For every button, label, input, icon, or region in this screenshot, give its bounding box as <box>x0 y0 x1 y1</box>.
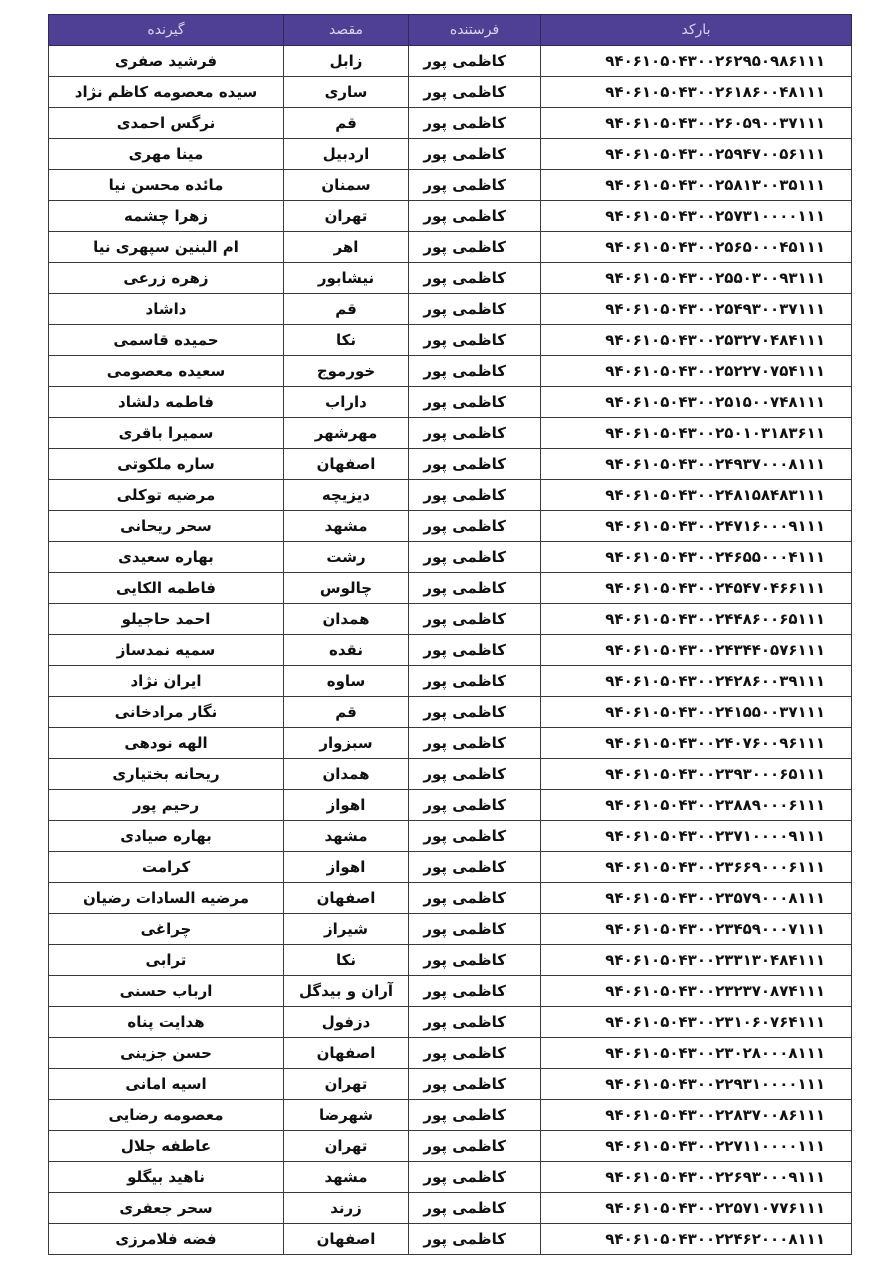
barcode-cell: ۹۴۰۶۱۰۵۰۴۳۰۰۲۵۲۲۷۰۷۵۴۱۱۱ <box>541 356 852 387</box>
header-receiver: گیرنده <box>49 15 284 46</box>
destination-cell: تهران <box>284 1131 409 1162</box>
destination-cell: اردبیل <box>284 139 409 170</box>
receiver-cell: هدایت پناه <box>49 1007 284 1038</box>
receiver-cell: کرامت <box>49 852 284 883</box>
barcode-cell: ۹۴۰۶۱۰۵۰۴۳۰۰۲۲۹۳۱۰۰۰۰۱۱۱ <box>541 1069 852 1100</box>
destination-cell: همدان <box>284 604 409 635</box>
receiver-cell: نرگس احمدی <box>49 108 284 139</box>
sender-cell: کاظمی پور <box>409 1038 541 1069</box>
table-row <box>49 1007 852 1038</box>
destination-cell: اصفهان <box>284 1038 409 1069</box>
barcode-cell: ۹۴۰۶۱۰۵۰۴۳۰۰۲۴۵۴۷۰۴۶۶۱۱۱ <box>541 573 852 604</box>
sender-cell: کاظمی پور <box>409 1224 541 1255</box>
destination-cell: دیزیچه <box>284 480 409 511</box>
destination-cell: اصفهان <box>284 883 409 914</box>
barcode-cell: ۹۴۰۶۱۰۵۰۴۳۰۰۲۶۲۹۵۰۹۸۶۱۱۱ <box>541 46 852 77</box>
destination-cell: رشت <box>284 542 409 573</box>
table-row <box>49 728 852 759</box>
destination-cell: دزفول <box>284 1007 409 1038</box>
destination-cell: قم <box>284 294 409 325</box>
destination-cell: اهر <box>284 232 409 263</box>
sender-cell: کاظمی پور <box>409 666 541 697</box>
barcode-cell: ۹۴۰۶۱۰۵۰۴۳۰۰۲۴۰۷۶۰۰۹۶۱۱۱ <box>541 728 852 759</box>
sender-cell: کاظمی پور <box>409 604 541 635</box>
receiver-cell: حمیده قاسمی <box>49 325 284 356</box>
table-row <box>49 1193 852 1224</box>
table-row <box>49 387 852 418</box>
sender-cell: کاظمی پور <box>409 976 541 1007</box>
table-row <box>49 480 852 511</box>
sender-cell: کاظمی پور <box>409 418 541 449</box>
receiver-cell: مرضیه السادات رضیان <box>49 883 284 914</box>
destination-cell: خورموج <box>284 356 409 387</box>
receiver-cell: ام البنین سپهری نیا <box>49 232 284 263</box>
table-row <box>49 914 852 945</box>
receiver-cell: چراغی <box>49 914 284 945</box>
sender-cell: کاظمی پور <box>409 46 541 77</box>
destination-cell: شیراز <box>284 914 409 945</box>
barcode-cell: ۹۴۰۶۱۰۵۰۴۳۰۰۲۳۵۷۹۰۰۰۸۱۱۱ <box>541 883 852 914</box>
barcode-cell: ۹۴۰۶۱۰۵۰۴۳۰۰۲۶۱۸۶۰۰۴۸۱۱۱ <box>541 77 852 108</box>
barcode-cell: ۹۴۰۶۱۰۵۰۴۳۰۰۲۵۴۹۳۰۰۳۷۱۱۱ <box>541 294 852 325</box>
sender-cell: کاظمی پور <box>409 945 541 976</box>
barcode-cell: ۹۴۰۶۱۰۵۰۴۳۰۰۲۴۱۵۵۰۰۳۷۱۱۱ <box>541 697 852 728</box>
header-sender: فرستنده <box>409 15 541 46</box>
receiver-cell: اسیه امانی <box>49 1069 284 1100</box>
receiver-cell: مرضیه توکلی <box>49 480 284 511</box>
barcode-cell: ۹۴۰۶۱۰۵۰۴۳۰۰۲۳۶۶۹۰۰۰۶۱۱۱ <box>541 852 852 883</box>
table-row <box>49 1069 852 1100</box>
barcode-cell: ۹۴۰۶۱۰۵۰۴۳۰۰۲۵۸۱۳۰۰۳۵۱۱۱ <box>541 170 852 201</box>
sender-cell: کاظمی پور <box>409 232 541 263</box>
sender-cell: کاظمی پور <box>409 139 541 170</box>
destination-cell: ساوه <box>284 666 409 697</box>
receiver-cell: سمیه نمدساز <box>49 635 284 666</box>
table-row <box>49 77 852 108</box>
sender-cell: کاظمی پور <box>409 511 541 542</box>
destination-cell: تهران <box>284 201 409 232</box>
barcode-cell: ۹۴۰۶۱۰۵۰۴۳۰۰۲۲۸۳۷۰۰۸۶۱۱۱ <box>541 1100 852 1131</box>
receiver-cell: بهاره سعیدی <box>49 542 284 573</box>
table-row <box>49 263 852 294</box>
barcode-cell: ۹۴۰۶۱۰۵۰۴۳۰۰۲۵۹۴۷۰۰۵۶۱۱۱ <box>541 139 852 170</box>
table-row <box>49 294 852 325</box>
barcode-cell: ۹۴۰۶۱۰۵۰۴۳۰۰۲۴۸۱۵۸۴۸۳۱۱۱ <box>541 480 852 511</box>
receiver-cell: فرشید صفری <box>49 46 284 77</box>
sender-cell: کاظمی پور <box>409 635 541 666</box>
receiver-cell: حسن جزینی <box>49 1038 284 1069</box>
sender-cell: کاظمی پور <box>409 883 541 914</box>
sender-cell: کاظمی پور <box>409 790 541 821</box>
sender-cell: کاظمی پور <box>409 1193 541 1224</box>
barcode-cell: ۹۴۰۶۱۰۵۰۴۳۰۰۲۴۶۵۵۰۰۰۴۱۱۱ <box>541 542 852 573</box>
destination-cell: اصفهان <box>284 449 409 480</box>
receiver-cell: ناهید بیگلو <box>49 1162 284 1193</box>
barcode-cell: ۹۴۰۶۱۰۵۰۴۳۰۰۲۴۷۱۶۰۰۰۹۱۱۱ <box>541 511 852 542</box>
barcode-cell: ۹۴۰۶۱۰۵۰۴۳۰۰۲۵۵۰۳۰۰۹۳۱۱۱ <box>541 263 852 294</box>
destination-cell: سبزوار <box>284 728 409 759</box>
sender-cell: کاظمی پور <box>409 325 541 356</box>
barcode-cell: ۹۴۰۶۱۰۵۰۴۳۰۰۲۳۸۸۹۰۰۰۶۱۱۱ <box>541 790 852 821</box>
receiver-cell: رحیم پور <box>49 790 284 821</box>
sender-cell: کاظمی پور <box>409 821 541 852</box>
table-row <box>49 883 852 914</box>
receiver-cell: ترابی <box>49 945 284 976</box>
barcode-cell: ۹۴۰۶۱۰۵۰۴۳۰۰۲۳۷۱۰۰۰۰۹۱۱۱ <box>541 821 852 852</box>
barcode-cell: ۹۴۰۶۱۰۵۰۴۳۰۰۲۵۳۲۷۰۴۸۴۱۱۱ <box>541 325 852 356</box>
barcode-cell: ۹۴۰۶۱۰۵۰۴۳۰۰۲۴۴۸۶۰۰۶۵۱۱۱ <box>541 604 852 635</box>
table-row <box>49 976 852 1007</box>
table-row <box>49 108 852 139</box>
receiver-cell: سمیرا باقری <box>49 418 284 449</box>
receiver-cell: سعیده معصومی <box>49 356 284 387</box>
barcode-cell: ۹۴۰۶۱۰۵۰۴۳۰۰۲۶۰۵۹۰۰۳۷۱۱۱ <box>541 108 852 139</box>
table-row <box>49 46 852 77</box>
table-row <box>49 542 852 573</box>
table-row <box>49 1100 852 1131</box>
table-row <box>49 697 852 728</box>
sender-cell: کاظمی پور <box>409 1100 541 1131</box>
destination-cell: نکا <box>284 945 409 976</box>
table-row <box>49 449 852 480</box>
barcode-cell: ۹۴۰۶۱۰۵۰۴۳۰۰۲۲۵۷۱۰۷۷۶۱۱۱ <box>541 1193 852 1224</box>
barcode-cell: ۹۴۰۶۱۰۵۰۴۳۰۰۲۳۳۱۳۰۴۸۴۱۱۱ <box>541 945 852 976</box>
sender-cell: کاظمی پور <box>409 201 541 232</box>
table-row <box>49 139 852 170</box>
receiver-cell: زهرا چشمه <box>49 201 284 232</box>
table-row <box>49 511 852 542</box>
destination-cell: زرند <box>284 1193 409 1224</box>
barcode-cell: ۹۴۰۶۱۰۵۰۴۳۰۰۲۲۴۶۲۰۰۰۸۱۱۱ <box>541 1224 852 1255</box>
shipment-sheet <box>48 14 851 1255</box>
sender-cell: کاظمی پور <box>409 573 541 604</box>
receiver-cell: ایران نژاد <box>49 666 284 697</box>
sender-cell: کاظمی پور <box>409 1007 541 1038</box>
table-row <box>49 356 852 387</box>
receiver-cell: زهره زرعی <box>49 263 284 294</box>
barcode-cell: ۹۴۰۶۱۰۵۰۴۳۰۰۲۵۷۳۱۰۰۰۰۱۱۱ <box>541 201 852 232</box>
barcode-cell: ۹۴۰۶۱۰۵۰۴۳۰۰۲۴۹۳۷۰۰۰۸۱۱۱ <box>541 449 852 480</box>
header-row <box>49 15 852 46</box>
receiver-cell: ارباب حسنی <box>49 976 284 1007</box>
table-row <box>49 232 852 263</box>
destination-cell: زابل <box>284 46 409 77</box>
sender-cell: کاظمی پور <box>409 480 541 511</box>
receiver-cell: ساره ملکوتی <box>49 449 284 480</box>
receiver-cell: سحر ریحانی <box>49 511 284 542</box>
destination-cell: ساری <box>284 77 409 108</box>
table-row <box>49 790 852 821</box>
sender-cell: کاظمی پور <box>409 449 541 480</box>
barcode-cell: ۹۴۰۶۱۰۵۰۴۳۰۰۲۴۲۸۶۰۰۳۹۱۱۱ <box>541 666 852 697</box>
table-body <box>49 46 852 1255</box>
table-row <box>49 325 852 356</box>
receiver-cell: سیده معصومه کاظم نژاد <box>49 77 284 108</box>
sender-cell: کاظمی پور <box>409 697 541 728</box>
receiver-cell: سحر جعفری <box>49 1193 284 1224</box>
table-row <box>49 1162 852 1193</box>
destination-cell: اهواز <box>284 790 409 821</box>
header-barcode: بارکد <box>541 15 852 46</box>
receiver-cell: بهاره صیادی <box>49 821 284 852</box>
destination-cell: نیشابور <box>284 263 409 294</box>
table-row <box>49 852 852 883</box>
destination-cell: همدان <box>284 759 409 790</box>
receiver-cell: مینا مهری <box>49 139 284 170</box>
sender-cell: کاظمی پور <box>409 263 541 294</box>
destination-cell: آران و بیدگل <box>284 976 409 1007</box>
table-row <box>49 666 852 697</box>
barcode-cell: ۹۴۰۶۱۰۵۰۴۳۰۰۲۵۱۵۰۰۷۴۸۱۱۱ <box>541 387 852 418</box>
table-row <box>49 170 852 201</box>
destination-cell: نقده <box>284 635 409 666</box>
destination-cell: تهران <box>284 1069 409 1100</box>
table-row <box>49 604 852 635</box>
barcode-cell: ۹۴۰۶۱۰۵۰۴۳۰۰۲۳۰۲۸۰۰۰۸۱۱۱ <box>541 1038 852 1069</box>
receiver-cell: فاطمه دلشاد <box>49 387 284 418</box>
receiver-cell: عاطفه جلال <box>49 1131 284 1162</box>
table-row <box>49 759 852 790</box>
sender-cell: کاظمی پور <box>409 914 541 945</box>
barcode-cell: ۹۴۰۶۱۰۵۰۴۳۰۰۲۳۱۰۶۰۷۶۴۱۱۱ <box>541 1007 852 1038</box>
barcode-cell: ۹۴۰۶۱۰۵۰۴۳۰۰۲۲۶۹۳۰۰۰۹۱۱۱ <box>541 1162 852 1193</box>
sender-cell: کاظمی پور <box>409 728 541 759</box>
sender-cell: کاظمی پور <box>409 852 541 883</box>
receiver-cell: مائده محسن نیا <box>49 170 284 201</box>
table-row <box>49 1038 852 1069</box>
destination-cell: قم <box>284 108 409 139</box>
table-row <box>49 635 852 666</box>
sender-cell: کاظمی پور <box>409 759 541 790</box>
sender-cell: کاظمی پور <box>409 1069 541 1100</box>
receiver-cell: احمد حاجیلو <box>49 604 284 635</box>
sender-cell: کاظمی پور <box>409 1162 541 1193</box>
sender-cell: کاظمی پور <box>409 170 541 201</box>
table-row <box>49 945 852 976</box>
barcode-cell: ۹۴۰۶۱۰۵۰۴۳۰۰۲۳۹۳۰۰۰۶۵۱۱۱ <box>541 759 852 790</box>
receiver-cell: نگار مرادخانی <box>49 697 284 728</box>
destination-cell: نکا <box>284 325 409 356</box>
barcode-cell: ۹۴۰۶۱۰۵۰۴۳۰۰۲۴۳۴۴۰۵۷۶۱۱۱ <box>541 635 852 666</box>
receiver-cell: معصومه رضایی <box>49 1100 284 1131</box>
sender-cell: کاظمی پور <box>409 77 541 108</box>
sender-cell: کاظمی پور <box>409 356 541 387</box>
header-destination: مقصد <box>284 15 409 46</box>
receiver-cell: فاطمه الکایی <box>49 573 284 604</box>
destination-cell: مشهد <box>284 511 409 542</box>
table-row <box>49 1131 852 1162</box>
barcode-cell: ۹۴۰۶۱۰۵۰۴۳۰۰۲۳۲۳۷۰۸۷۴۱۱۱ <box>541 976 852 1007</box>
receiver-cell: داشاد <box>49 294 284 325</box>
sender-cell: کاظمی پور <box>409 542 541 573</box>
destination-cell: چالوس <box>284 573 409 604</box>
destination-cell: مهرشهر <box>284 418 409 449</box>
destination-cell: اهواز <box>284 852 409 883</box>
destination-cell: سمنان <box>284 170 409 201</box>
table-header <box>49 15 852 46</box>
destination-cell: داراب <box>284 387 409 418</box>
destination-cell: مشهد <box>284 1162 409 1193</box>
destination-cell: مشهد <box>284 821 409 852</box>
table-row <box>49 201 852 232</box>
table-row <box>49 418 852 449</box>
destination-cell: اصفهان <box>284 1224 409 1255</box>
receiver-cell: الهه نودهی <box>49 728 284 759</box>
receiver-cell: فضه فلامرزی <box>49 1224 284 1255</box>
sender-cell: کاظمی پور <box>409 1131 541 1162</box>
barcode-cell: ۹۴۰۶۱۰۵۰۴۳۰۰۲۲۷۱۱۰۰۰۰۱۱۱ <box>541 1131 852 1162</box>
receiver-cell: ریحانه بختیاری <box>49 759 284 790</box>
table-row <box>49 573 852 604</box>
barcode-cell: ۹۴۰۶۱۰۵۰۴۳۰۰۲۵۶۵۰۰۰۴۵۱۱۱ <box>541 232 852 263</box>
shipments-table <box>48 14 852 1255</box>
barcode-cell: ۹۴۰۶۱۰۵۰۴۳۰۰۲۵۰۱۰۳۱۸۳۶۱۱ <box>541 418 852 449</box>
table-row <box>49 1224 852 1255</box>
table-row <box>49 821 852 852</box>
sender-cell: کاظمی پور <box>409 108 541 139</box>
sender-cell: کاظمی پور <box>409 294 541 325</box>
destination-cell: قم <box>284 697 409 728</box>
sender-cell: کاظمی پور <box>409 387 541 418</box>
barcode-cell: ۹۴۰۶۱۰۵۰۴۳۰۰۲۳۴۵۹۰۰۰۷۱۱۱ <box>541 914 852 945</box>
destination-cell: شهرضا <box>284 1100 409 1131</box>
